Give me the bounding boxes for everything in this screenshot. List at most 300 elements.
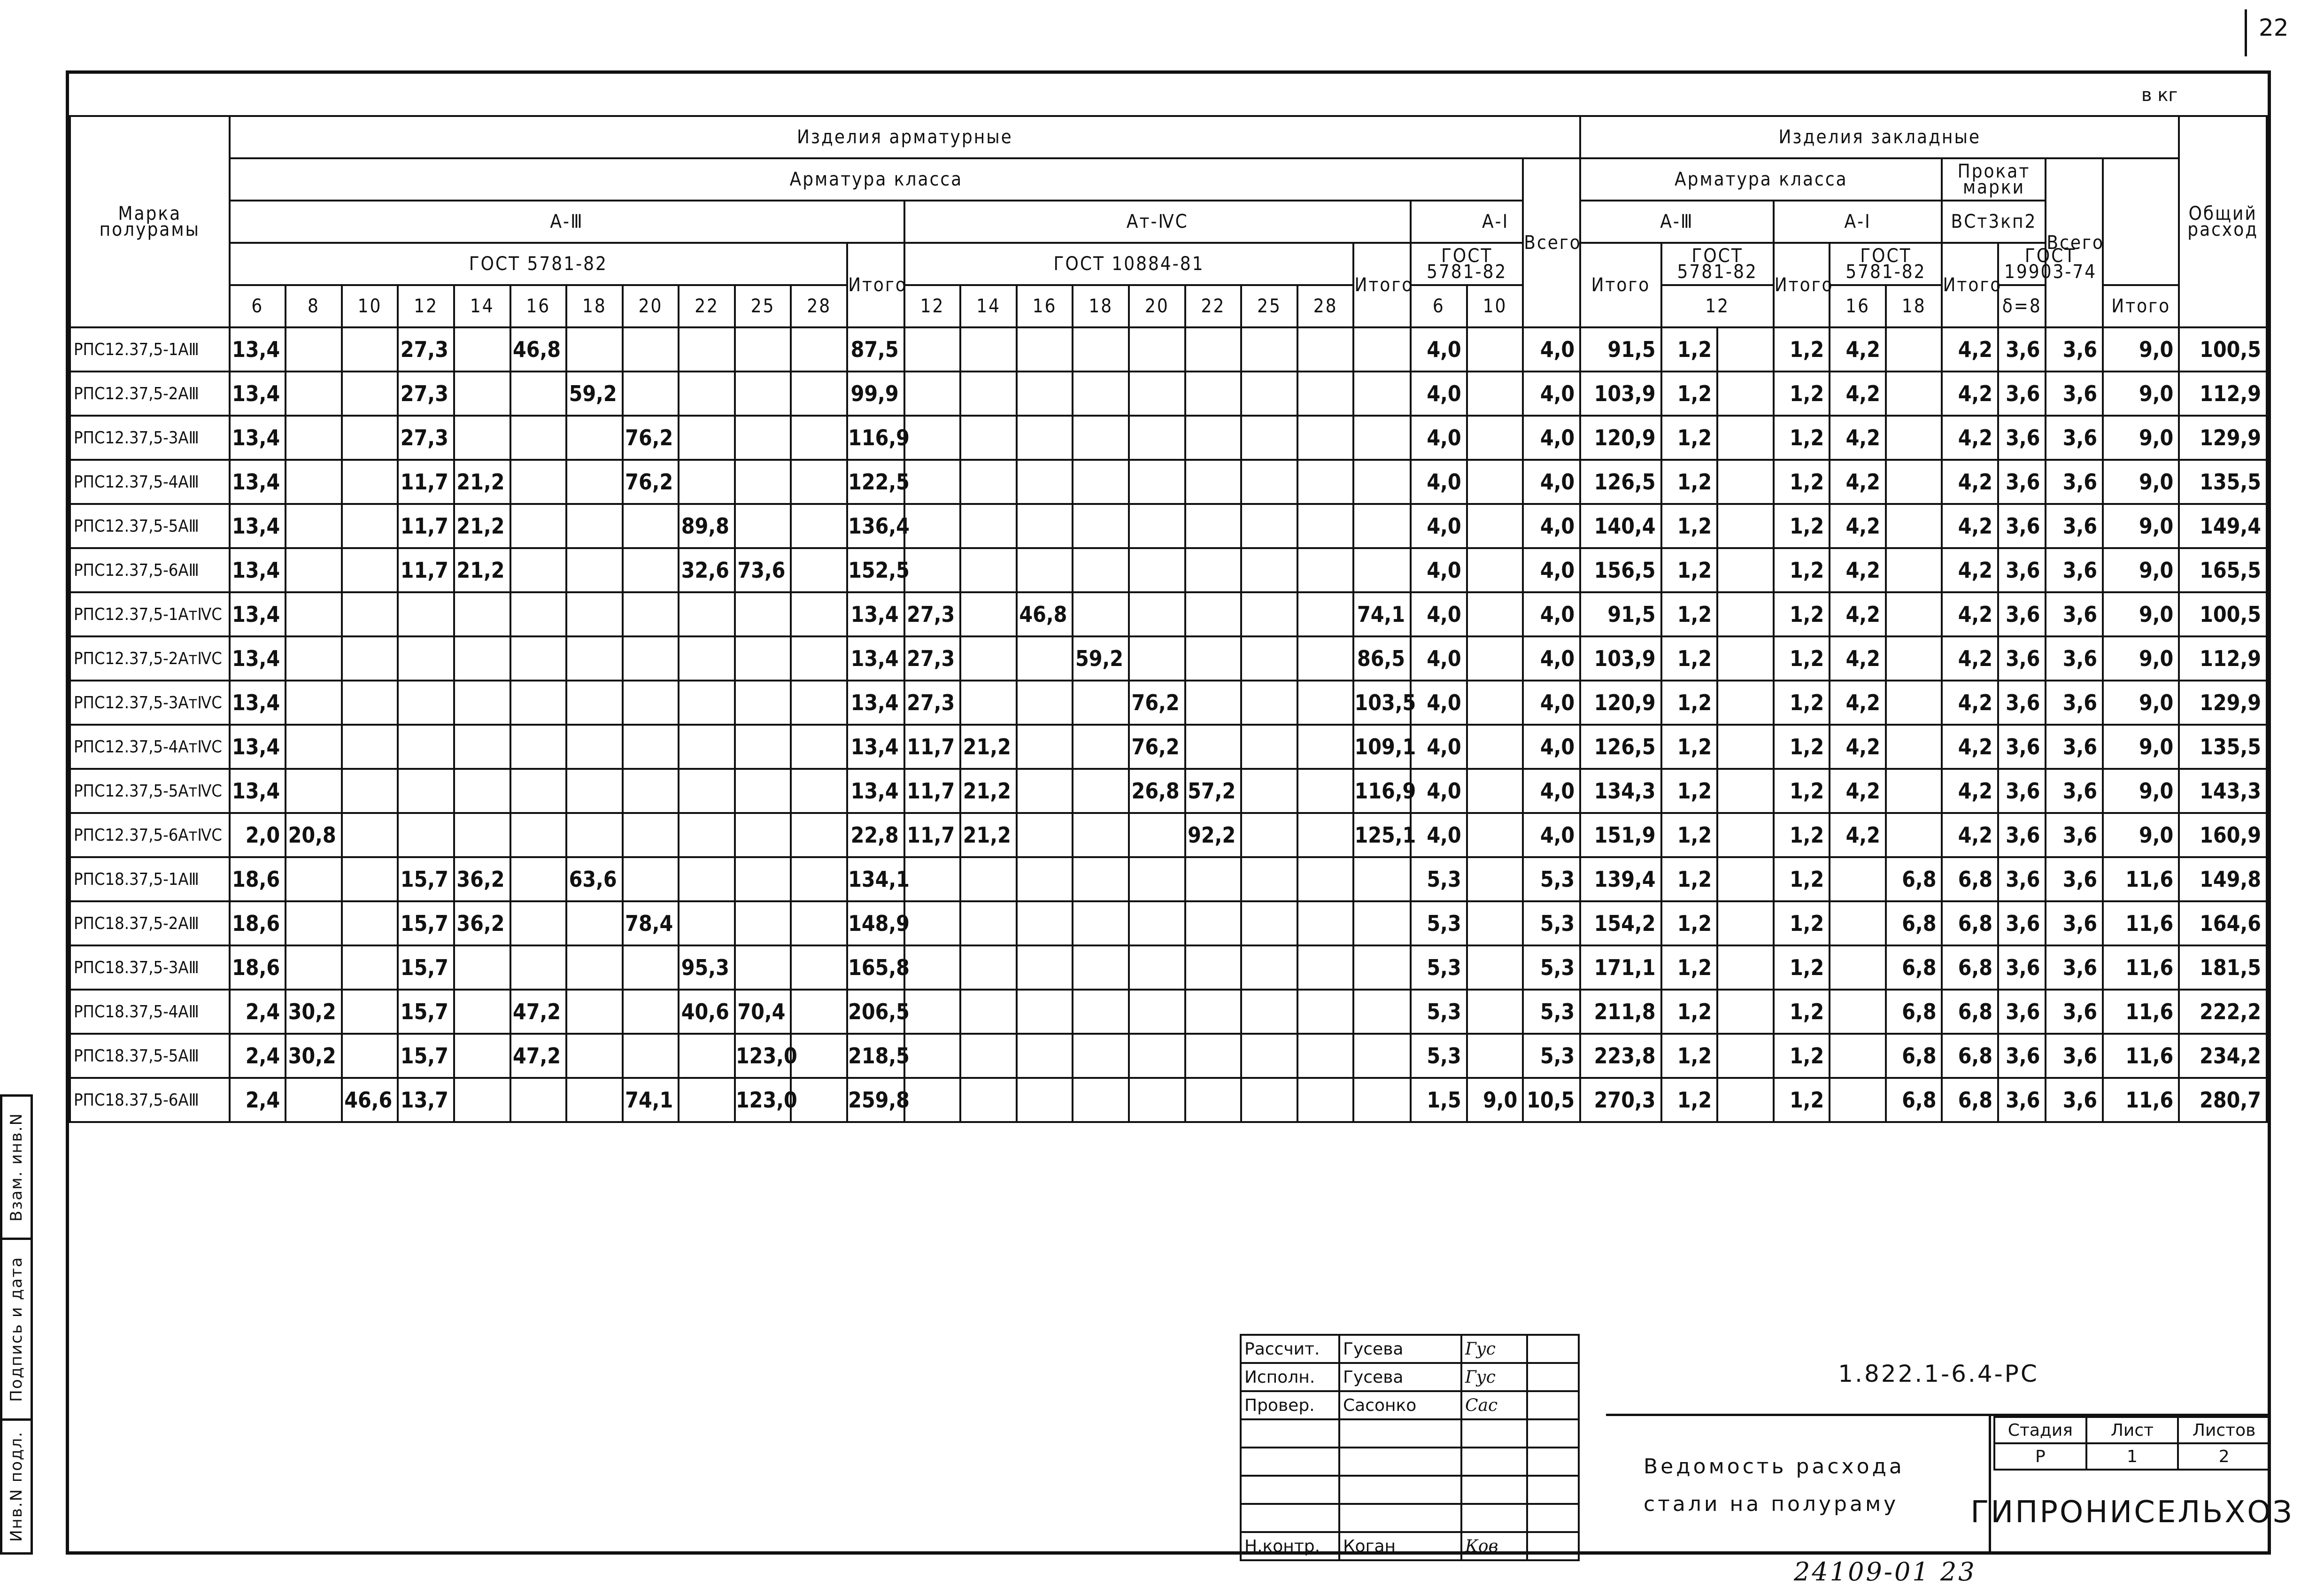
table-cell: 160,9 — [2179, 813, 2267, 857]
diam-at4: 25 — [1241, 285, 1297, 327]
table-cell: 148,9 — [847, 901, 904, 945]
thickness-delta: δ=8 — [1998, 285, 2046, 327]
table-cell: 3,6 — [1998, 504, 2046, 548]
table-cell: 3,6 — [2046, 857, 2103, 901]
table-cell — [1467, 857, 1523, 901]
table-cell — [286, 460, 342, 504]
table-cell — [566, 460, 623, 504]
table-cell — [1185, 416, 1242, 460]
table-cell — [1717, 813, 1774, 857]
table-cell: 1,2 — [1774, 592, 1830, 636]
table-cell — [1353, 857, 1411, 901]
table-cell — [286, 592, 342, 636]
table-cell: 92,2 — [1185, 813, 1242, 857]
table-cell: 1,2 — [1661, 636, 1718, 681]
table-cell — [1241, 592, 1297, 636]
table-cell: 112,9 — [2179, 636, 2267, 681]
table-cell: 11,6 — [2103, 901, 2179, 945]
table-cell: 6,8 — [1886, 945, 1942, 990]
header-gost-5781-ea3: ГОСТ 5781-82 — [1661, 243, 1774, 285]
table-cell: 6,8 — [1942, 945, 1998, 990]
table-cell — [735, 416, 791, 460]
table-cell: 5,3 — [1523, 901, 1580, 945]
table-row — [70, 327, 2267, 372]
table-cell: 120,9 — [1580, 416, 1661, 460]
header-vst3kp2: ВСт3кп2 — [1942, 201, 2046, 243]
table-cell — [566, 725, 623, 769]
table-cell — [791, 990, 847, 1034]
table-cell — [1129, 592, 1185, 636]
table-cell: 1,2 — [1661, 857, 1718, 901]
table-cell — [623, 1034, 679, 1078]
table-cell: 6,8 — [1886, 1034, 1942, 1078]
table-cell: 22,8 — [847, 813, 904, 857]
table-cell: 4,0 — [1411, 592, 1467, 636]
signature-stamp — [1240, 1334, 1580, 1561]
diam-a3: 28 — [791, 285, 847, 327]
table-cell: 126,5 — [1580, 725, 1661, 769]
table-cell: 149,8 — [2179, 857, 2267, 901]
table-cell — [1717, 460, 1774, 504]
table-cell — [1297, 327, 1354, 372]
table-cell: 13,4 — [230, 548, 286, 592]
table-cell: 1,2 — [1661, 813, 1718, 857]
table-cell — [1717, 592, 1774, 636]
table-cell — [1185, 990, 1242, 1034]
table-cell: 27,3 — [398, 416, 454, 460]
table-cell — [510, 681, 567, 725]
table-cell: 18,6 — [230, 901, 286, 945]
row-mark: РПС12.37,5-2АтⅣС — [70, 636, 230, 681]
table-cell — [679, 636, 735, 681]
table-cell — [679, 327, 735, 372]
stage-label: Стадия — [1994, 1417, 2086, 1443]
table-cell: 9,0 — [2103, 769, 2179, 813]
table-cell — [1073, 592, 1129, 636]
table-cell: 1,2 — [1774, 901, 1830, 945]
table-cell: 3,6 — [2046, 769, 2103, 813]
table-cell: 91,5 — [1580, 327, 1661, 372]
table-cell — [454, 372, 510, 416]
table-cell — [1073, 769, 1129, 813]
table-cell: 103,9 — [1580, 636, 1661, 681]
header-mark: Марка полурамы — [70, 116, 230, 327]
table-cell — [1073, 725, 1129, 769]
table-cell — [1241, 1034, 1297, 1078]
table-cell — [286, 945, 342, 990]
table-cell: 4,0 — [1523, 460, 1580, 504]
header-class-a1: А-Ⅰ — [1411, 201, 1580, 243]
table-cell — [398, 725, 454, 769]
table-cell — [1017, 460, 1073, 504]
table-cell: 1,2 — [1661, 548, 1718, 592]
table-cell: 89,8 — [679, 504, 735, 548]
table-cell — [510, 725, 567, 769]
table-cell: 9,0 — [2103, 681, 2179, 725]
table-cell: 13,4 — [847, 769, 904, 813]
table-cell: 135,5 — [2179, 725, 2267, 769]
table-cell — [1297, 1034, 1354, 1078]
table-cell: 27,3 — [904, 636, 961, 681]
table-cell — [679, 857, 735, 901]
table-cell — [1717, 636, 1774, 681]
table-cell — [454, 945, 510, 990]
diam-at4: 20 — [1129, 285, 1185, 327]
table-cell: 59,2 — [1073, 636, 1129, 681]
table-cell — [679, 592, 735, 636]
table-cell — [1297, 725, 1354, 769]
table-cell: 15,7 — [398, 1034, 454, 1078]
table-cell — [566, 592, 623, 636]
table-cell — [791, 636, 847, 681]
table-cell: 13,4 — [230, 327, 286, 372]
table-cell: 122,5 — [847, 460, 904, 504]
side-sign-date: Подпись и дата — [2, 1240, 31, 1421]
table-row — [70, 769, 2267, 813]
header-embed-armat-class: Арматура класса — [1580, 158, 1942, 201]
table-cell: 4,2 — [1942, 372, 1998, 416]
table-cell — [342, 1034, 398, 1078]
table-cell: 47,2 — [510, 990, 567, 1034]
table-cell — [735, 901, 791, 945]
table-cell: 103,5 — [1353, 681, 1411, 725]
table-cell: 4,0 — [1523, 548, 1580, 592]
table-cell: 57,2 — [1185, 769, 1242, 813]
table-cell: 139,4 — [1580, 857, 1661, 901]
table-cell — [286, 1078, 342, 1122]
table-cell — [960, 460, 1017, 504]
table-cell: 3,6 — [1998, 681, 2046, 725]
table-cell — [1073, 901, 1129, 945]
table-cell — [342, 769, 398, 813]
table-cell: 116,9 — [847, 416, 904, 460]
table-cell — [735, 813, 791, 857]
diam-embed-a3: 12 — [1661, 285, 1774, 327]
table-cell: 11,6 — [2103, 1034, 2179, 1078]
table-cell — [1241, 769, 1297, 813]
table-cell — [735, 460, 791, 504]
table-cell — [342, 372, 398, 416]
table-cell: 149,4 — [2179, 504, 2267, 548]
table-cell: 4,0 — [1411, 504, 1467, 548]
table-cell: 21,2 — [960, 813, 1017, 857]
table-cell: 76,2 — [1129, 725, 1185, 769]
table-cell: 18,6 — [230, 857, 286, 901]
title-block — [1606, 1334, 2294, 1555]
table-cell — [1017, 1078, 1073, 1122]
table-cell: 123,0 — [735, 1034, 791, 1078]
table-cell — [1017, 901, 1073, 945]
table-cell: 4,2 — [1942, 548, 1998, 592]
row-mark: РПС18.37,5-5АⅢ — [70, 1034, 230, 1078]
table-cell — [1185, 636, 1242, 681]
table-cell: 9,0 — [2103, 416, 2179, 460]
table-cell: 3,6 — [2046, 901, 2103, 945]
table-cell — [1467, 769, 1523, 813]
table-cell — [510, 1078, 567, 1122]
table-cell — [1073, 416, 1129, 460]
table-cell: 13,4 — [847, 681, 904, 725]
table-cell: 4,0 — [1523, 504, 1580, 548]
table-cell: 15,7 — [398, 857, 454, 901]
table-cell — [1353, 548, 1411, 592]
table-cell — [510, 504, 567, 548]
table-cell — [1353, 901, 1411, 945]
table-cell — [1129, 548, 1185, 592]
table-cell: 4,2 — [1830, 327, 1886, 372]
table-cell — [1017, 769, 1073, 813]
table-cell — [1185, 372, 1242, 416]
table-cell — [735, 857, 791, 901]
table-cell: 76,2 — [623, 416, 679, 460]
table-cell — [454, 769, 510, 813]
table-cell — [1353, 327, 1411, 372]
table-cell — [1353, 504, 1411, 548]
header-embed-items: Изделия закладные — [1580, 116, 2179, 158]
table-cell: 21,2 — [454, 460, 510, 504]
table-cell — [510, 813, 567, 857]
table-cell — [1241, 813, 1297, 857]
table-cell: 165,5 — [2179, 548, 2267, 592]
table-cell: 6,8 — [1942, 1034, 1998, 1078]
table-row — [70, 460, 2267, 504]
table-cell: 1,2 — [1661, 725, 1718, 769]
table-cell — [1129, 813, 1185, 857]
table-cell — [566, 769, 623, 813]
table-cell: 1,2 — [1774, 548, 1830, 592]
table-cell: 9,0 — [2103, 725, 2179, 769]
table-cell: 134,3 — [1580, 769, 1661, 813]
table-cell — [904, 372, 961, 416]
table-cell — [1073, 1078, 1129, 1122]
table-cell: 211,8 — [1580, 990, 1661, 1034]
table-cell: 13,4 — [230, 504, 286, 548]
table-cell: 30,2 — [286, 1034, 342, 1078]
table-row — [70, 1034, 2267, 1078]
table-cell — [1467, 901, 1523, 945]
table-cell: 74,1 — [623, 1078, 679, 1122]
table-cell — [1129, 504, 1185, 548]
table-cell: 223,8 — [1580, 1034, 1661, 1078]
table-cell: 86,5 — [1353, 636, 1411, 681]
table-cell — [1241, 372, 1297, 416]
table-cell — [510, 636, 567, 681]
table-cell: 9,0 — [2103, 460, 2179, 504]
table-cell: 99,9 — [847, 372, 904, 416]
row-mark: РПС12.37,5-4АⅢ — [70, 460, 230, 504]
table-cell: 6,8 — [1886, 990, 1942, 1034]
row-mark: РПС12.37,5-4АтⅣС — [70, 725, 230, 769]
table-cell: 5,3 — [1523, 857, 1580, 901]
table-cell — [1017, 548, 1073, 592]
table-cell — [342, 592, 398, 636]
header-vsego: Всего — [1523, 158, 1580, 327]
table-cell — [1830, 945, 1886, 990]
table-cell — [904, 460, 961, 504]
table-cell: 4,0 — [1411, 769, 1467, 813]
table-rows — [70, 327, 2267, 1122]
table-cell: 222,2 — [2179, 990, 2267, 1034]
table-cell: 1,2 — [1661, 945, 1718, 990]
table-cell — [1297, 416, 1354, 460]
table-cell: 4,2 — [1942, 636, 1998, 681]
table-cell — [510, 901, 567, 945]
diam-a3: 12 — [398, 285, 454, 327]
table-cell — [454, 990, 510, 1034]
table-cell — [1185, 460, 1242, 504]
row-mark: РПС12.37,5-1АⅢ — [70, 327, 230, 372]
table-cell: 143,3 — [2179, 769, 2267, 813]
table-cell — [1886, 460, 1942, 504]
table-cell — [286, 636, 342, 681]
table-cell: 109,1 — [1353, 725, 1411, 769]
table-cell: 3,6 — [2046, 416, 2103, 460]
table-cell — [1241, 416, 1297, 460]
header-itogo-a1: Итого — [1580, 243, 1661, 327]
table-cell: 1,2 — [1661, 416, 1718, 460]
table-cell: 5,3 — [1523, 945, 1580, 990]
row-mark: РПС18.37,5-1АⅢ — [70, 857, 230, 901]
signature: Гус — [1461, 1363, 1527, 1391]
table-row — [70, 416, 2267, 460]
table-cell: 47,2 — [510, 1034, 567, 1078]
table-cell — [1467, 725, 1523, 769]
header-armat-class: Арматура класса — [230, 158, 1523, 201]
table-cell: 4,0 — [1411, 681, 1467, 725]
table-cell: 1,2 — [1661, 901, 1718, 945]
table-cell — [1185, 945, 1242, 990]
table-cell: 1,2 — [1774, 813, 1830, 857]
table-cell: 46,8 — [510, 327, 567, 372]
table-cell — [1185, 725, 1242, 769]
table-cell: 3,6 — [2046, 681, 2103, 725]
table-cell — [904, 416, 961, 460]
table-cell: 91,5 — [1580, 592, 1661, 636]
table-row — [70, 592, 2267, 636]
table-cell: 15,7 — [398, 990, 454, 1034]
table-cell: 4,2 — [1830, 592, 1886, 636]
table-cell: 3,6 — [1998, 460, 2046, 504]
table-cell — [1017, 327, 1073, 372]
table-cell — [454, 725, 510, 769]
table-cell — [960, 548, 1017, 592]
table-cell — [398, 636, 454, 681]
sheets-label: Листов — [2178, 1417, 2270, 1443]
table-cell — [1129, 372, 1185, 416]
table-cell — [623, 592, 679, 636]
table-cell — [510, 769, 567, 813]
table-cell — [791, 725, 847, 769]
table-cell — [1073, 990, 1129, 1034]
table-cell: 129,9 — [2179, 681, 2267, 725]
table-cell — [286, 504, 342, 548]
table-cell — [510, 460, 567, 504]
header-itogo-prokat: Итого — [2103, 285, 2179, 327]
table-cell: 18,6 — [230, 945, 286, 990]
table-cell — [735, 372, 791, 416]
table-cell: 6,8 — [1942, 857, 1998, 901]
signature: Гус — [1461, 1335, 1527, 1363]
table-cell: 5,3 — [1523, 1034, 1580, 1078]
table-cell: 1,2 — [1774, 636, 1830, 681]
table-cell: 135,5 — [2179, 460, 2267, 504]
table-cell — [566, 901, 623, 945]
table-cell: 27,3 — [398, 372, 454, 416]
table-cell — [1129, 416, 1185, 460]
table-cell — [1241, 990, 1297, 1034]
diam-a3: 18 — [566, 285, 623, 327]
header-embed-a3: А-Ⅲ — [1580, 201, 1773, 243]
table-cell — [1886, 592, 1942, 636]
row-mark: РПС12.37,5-3АтⅣС — [70, 681, 230, 725]
table-cell: 2,0 — [230, 813, 286, 857]
table-cell: 3,6 — [1998, 592, 2046, 636]
table-cell — [566, 504, 623, 548]
table-cell — [1241, 1078, 1297, 1122]
table-cell: 100,5 — [2179, 327, 2267, 372]
table-cell — [960, 592, 1017, 636]
table-cell — [679, 1078, 735, 1122]
table-cell — [342, 636, 398, 681]
table-cell — [679, 416, 735, 460]
table-cell: 4,0 — [1523, 416, 1580, 460]
table-cell: 1,2 — [1661, 1078, 1718, 1122]
table-cell — [1886, 725, 1942, 769]
table-cell — [1353, 945, 1411, 990]
table-cell — [791, 372, 847, 416]
table-cell: 4,2 — [1942, 504, 1998, 548]
table-cell — [342, 681, 398, 725]
table-cell: 4,0 — [1411, 372, 1467, 416]
table-cell: 3,6 — [2046, 813, 2103, 857]
table-cell: 1,2 — [1661, 372, 1718, 416]
diam-at4: 16 — [1017, 285, 1073, 327]
table-cell — [342, 857, 398, 901]
table-cell — [1830, 990, 1886, 1034]
table-cell: 9,0 — [2103, 327, 2179, 372]
table-cell: 3,6 — [2046, 945, 2103, 990]
table-cell — [1886, 327, 1942, 372]
table-row — [70, 1078, 2267, 1122]
row-mark: РПС12.37,5-5АⅢ — [70, 504, 230, 548]
table-row — [70, 725, 2267, 769]
table-cell: 100,5 — [2179, 592, 2267, 636]
table-cell: 9,0 — [2103, 504, 2179, 548]
diam-a3: 25 — [735, 285, 791, 327]
table-cell — [1185, 901, 1242, 945]
table-cell — [1353, 416, 1411, 460]
table-cell: 13,4 — [230, 769, 286, 813]
header-gost-5781-ea1: ГОСТ 5781-82 — [1830, 243, 1942, 285]
table-cell — [791, 1078, 847, 1122]
table-cell: 1,2 — [1774, 327, 1830, 372]
table-cell: 11,7 — [904, 813, 961, 857]
table-cell: 6,8 — [1886, 857, 1942, 901]
stamp-role: Рассчит. — [1241, 1335, 1339, 1363]
table-cell — [1297, 460, 1354, 504]
table-cell: 6,8 — [1886, 1078, 1942, 1122]
table-cell — [1717, 372, 1774, 416]
table-cell — [904, 548, 961, 592]
table-cell: 125,1 — [1353, 813, 1411, 857]
table-cell — [791, 945, 847, 990]
table-cell: 11,6 — [2103, 945, 2179, 990]
diam-at4: 12 — [904, 285, 961, 327]
table-cell: 4,0 — [1523, 813, 1580, 857]
table-cell: 234,2 — [2179, 1034, 2267, 1078]
table-cell — [1886, 416, 1942, 460]
table-cell — [960, 990, 1017, 1034]
